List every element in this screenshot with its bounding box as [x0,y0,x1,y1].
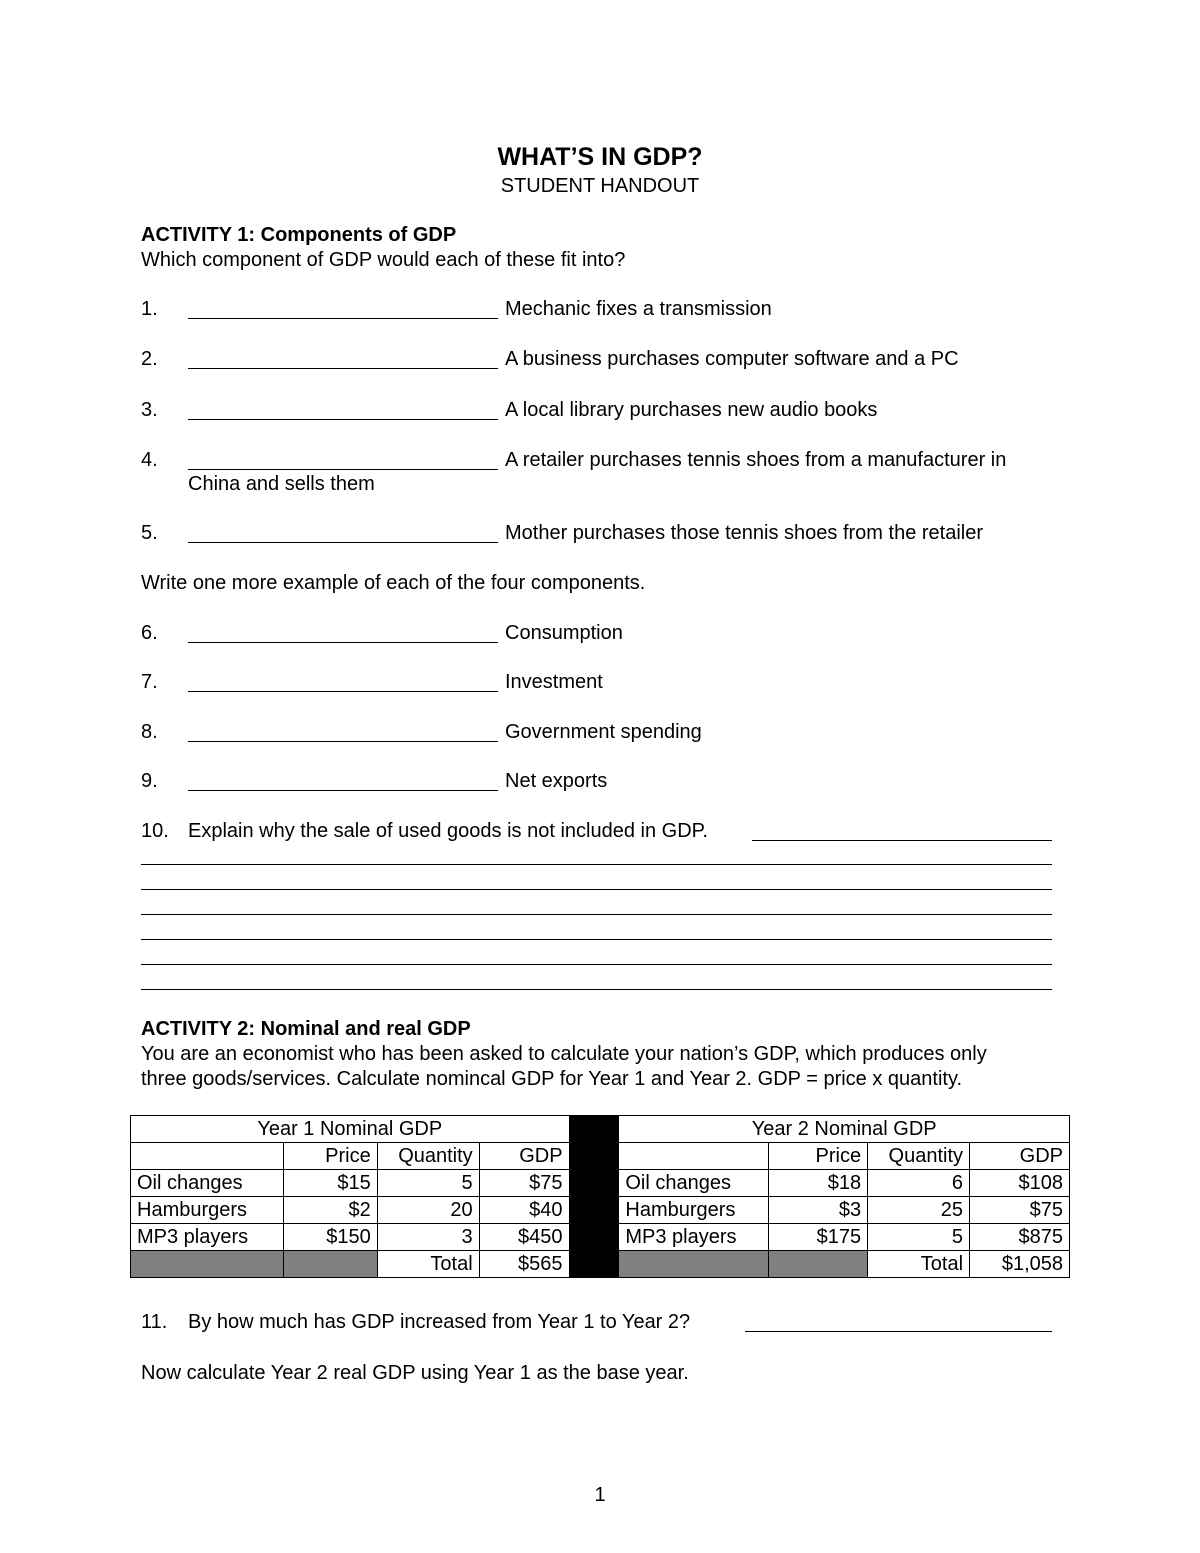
table-cell: 3 [377,1224,479,1251]
item-text: Mother purchases those tennis shoes from the retailer [505,522,984,544]
table-cell: $18 [769,1170,868,1197]
table-cell: $40 [479,1197,569,1224]
page-number: 1 [594,1484,606,1506]
answer-line[interactable] [141,989,1052,990]
table-cell: 25 [868,1197,970,1224]
item-number: 8. [141,721,158,743]
item-text: A business purchases computer software and a PC [505,348,959,370]
answer-line[interactable] [141,964,1052,965]
table-cell: $175 [769,1224,868,1251]
item-text: Net exports [505,770,608,792]
table-title-row [131,1116,1070,1143]
header-cell: Quantity [377,1143,479,1170]
answer-line[interactable] [141,889,1052,890]
page-subtitle: STUDENT HANDOUT [500,175,700,197]
table-cell: 5 [868,1224,970,1251]
item-text: A retailer purchases tennis shoes from a manufacturer in [505,449,1007,471]
item-number: 2. [141,348,158,370]
item-text: Consumption [505,622,623,644]
shaded-cell [619,1251,769,1278]
table-cell: $3 [769,1197,868,1224]
question-text: By how much has GDP increased from Year 1 to Year 2? [188,1311,691,1333]
answer-line[interactable] [141,939,1052,940]
item-number: 3. [141,399,158,421]
answer-blank[interactable] [745,1331,1052,1332]
answer-blank[interactable] [188,542,498,543]
header-cell: Price [283,1143,377,1170]
header-cell: Price [769,1143,868,1170]
header-cell [619,1143,769,1170]
answer-blank[interactable] [188,741,498,742]
answer-line[interactable] [141,864,1052,865]
activity1-prompt2: Write one more example of each of the four components. [141,572,646,594]
table-cell: $150 [283,1224,377,1251]
activity1-prompt: Which component of GDP would each of these fit into? [141,249,626,271]
item-text: A local library purchases new audio books [505,399,878,421]
table-cell: $15 [283,1170,377,1197]
activity2-heading: ACTIVITY 2: Nominal and real GDP [141,1018,471,1040]
answer-blank[interactable] [188,790,498,791]
table-divider [569,1116,619,1278]
item-number: 1. [141,298,158,320]
table-cell: 6 [868,1170,970,1197]
page-title: WHAT’S IN GDP? [497,143,703,171]
table-cell: MP3 players [131,1224,284,1251]
header-cell [131,1143,284,1170]
table-cell: $75 [970,1197,1070,1224]
item-text: Mechanic fixes a transmission [505,298,772,320]
question-text: Explain why the sale of used goods is not included in GDP. [188,820,708,842]
answer-blank[interactable] [752,840,1052,841]
answer-blank[interactable] [188,691,498,692]
table-cell: Oil changes [619,1170,769,1197]
shaded-cell [131,1251,284,1278]
table-cell: $108 [970,1170,1070,1197]
table-cell: $2 [283,1197,377,1224]
year1-title: Year 1 Nominal GDP [131,1116,570,1143]
year2-title: Year 2 Nominal GDP [619,1116,1070,1143]
item-number: 9. [141,770,158,792]
item-number: 5. [141,522,158,544]
total-label: Total [868,1251,970,1278]
item-number: 4. [141,449,158,471]
table-cell: 20 [377,1197,479,1224]
closing-instruction: Now calculate Year 2 real GDP using Year 1 as the base year. [141,1362,689,1384]
question-number: 11. [141,1311,168,1333]
year1-total: $565 [479,1251,569,1278]
table-cell: $75 [479,1170,569,1197]
table-cell: $875 [970,1224,1070,1251]
activity2-intro-line1: You are an economist who has been asked to calculate your nation’s GDP, which produces only [141,1043,987,1065]
answer-blank[interactable] [188,318,498,319]
gdp-table [130,1115,1070,1278]
answer-blank[interactable] [188,419,498,420]
header-cell: GDP [970,1143,1070,1170]
table-cell: 5 [377,1170,479,1197]
header-cell: Quantity [868,1143,970,1170]
table-cell: $450 [479,1224,569,1251]
header-cell: GDP [479,1143,569,1170]
shaded-cell [283,1251,377,1278]
table-cell: Hamburgers [619,1197,769,1224]
item-text: Investment [505,671,603,693]
answer-blank[interactable] [188,368,498,369]
item-text-continued: China and sells them [188,473,375,495]
table-cell: Hamburgers [131,1197,284,1224]
table-cell: Oil changes [131,1170,284,1197]
total-label: Total [377,1251,479,1278]
year2-total: $1,058 [970,1251,1070,1278]
answer-blank[interactable] [188,469,498,470]
item-number: 6. [141,622,158,644]
table-cell: MP3 players [619,1224,769,1251]
question-number: 10. [141,820,169,842]
item-text: Government spending [505,721,702,743]
activity1-heading: ACTIVITY 1: Components of GDP [141,224,457,246]
item-number: 7. [141,671,158,693]
shaded-cell [769,1251,868,1278]
activity2-intro-line2: three goods/services. Calculate nomincal GDP for Year 1 and Year 2. GDP = price x quantity. [141,1068,963,1090]
answer-blank[interactable] [188,642,498,643]
answer-line[interactable] [141,914,1052,915]
